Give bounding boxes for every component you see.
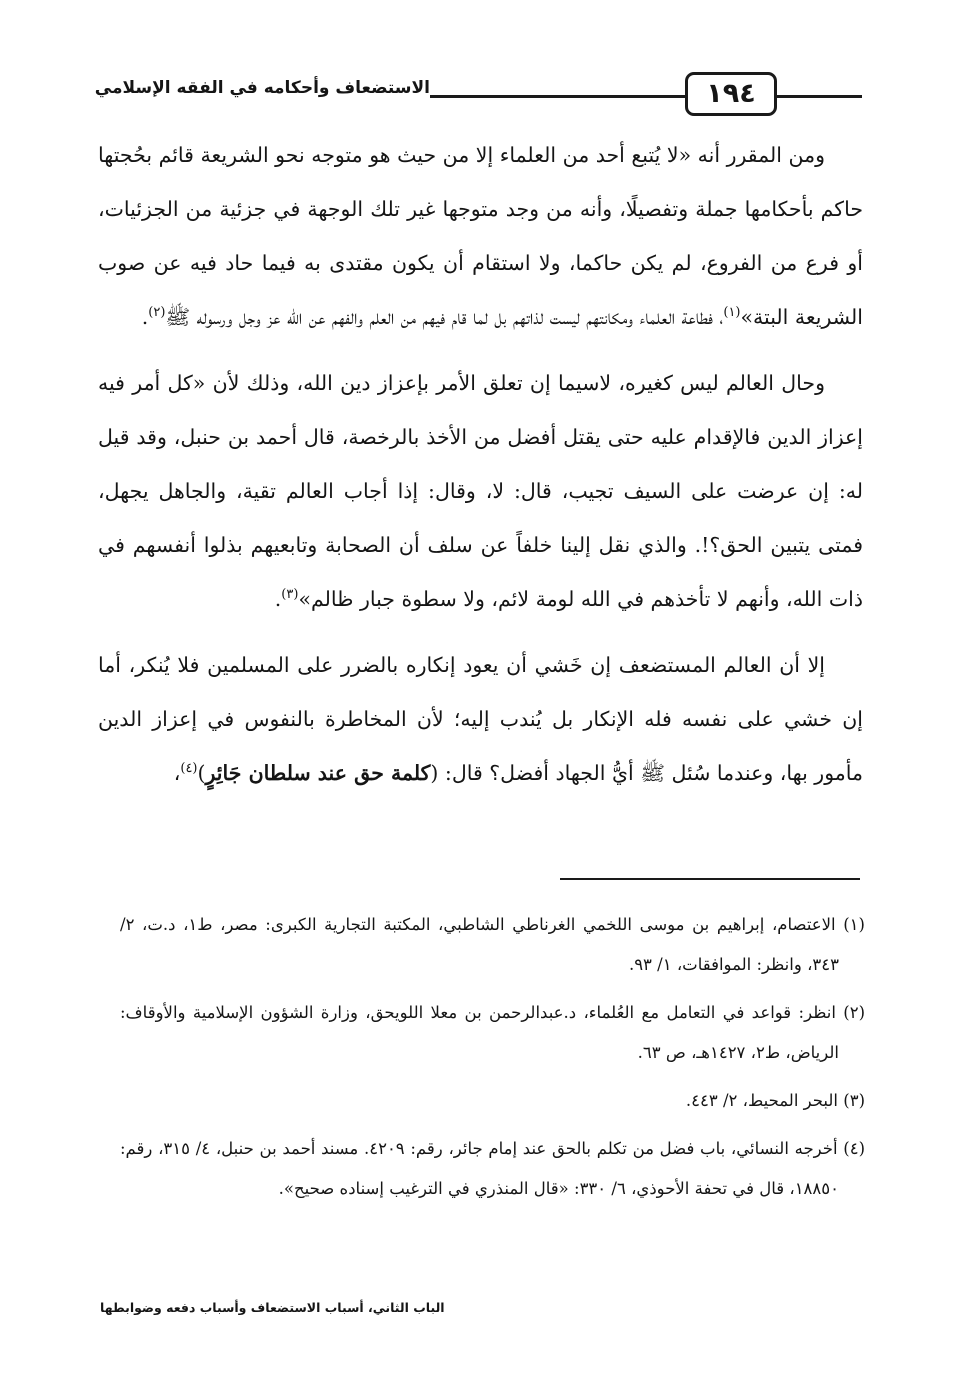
footnote-separator: [560, 878, 860, 880]
header-rule-left: [430, 95, 685, 98]
footnote-ref-1: (١): [723, 305, 741, 321]
main-text: [98, 128, 863, 812]
footnote-ref-3: (٣): [281, 587, 299, 603]
paragraph-1: ومن المقرر أنه «لا يُتبع أحد من العلماء إلا من حيث هو متوجه نحو الشريعة قائم بحُجتها حاكم بأحكامها جملة وتفصيلًا، وأنه من وجد متوجها غير تلك الوجهة في جزئية من الجزئيات، أو فرع من الفروع، لم يكن حاكما، ولا استقام أن يكون مقتدى به فيما حاد فيه عن صوب الشريعة البتة»$^{(١)}$، فطاعة العلماء ومكانتهم ليست لذاتهم بل لما قام فيهم من العلم والفهم عن الله عز وجل ورسوله ﷺ$^{(٢)}$.: [98, 143, 863, 329]
hadith-quote: كلمة حق عند سلطان جَائِرٍ: [205, 761, 431, 785]
footnotes: [120, 905, 865, 1217]
header-rule-right: [774, 95, 862, 98]
footnote-ref-4: (٤): [180, 761, 198, 777]
footnote-ref-2: (٢): [148, 305, 166, 321]
footnote-1: (١) الاعتصام، إبراهيم بن موسى اللخمي الغرناطي الشاطبي، المكتبة التجارية الكبرى: مصر، ط١، د.ت، ٢/ ٣٤٣، وانظر: الموافقات، ١/ ٩٣.: [120, 915, 865, 974]
page-number: ١٩٤: [685, 72, 777, 116]
footnote-4: (٤) أخرجه النسائي، باب فضل من تكلم بالحق عند إمام جائر، رقم: ٤٢٠٩. مسند أحمد بن حنبل، ٤/ ٣١٥، رقم: ١٨٨٥٠، قال في تحفة الأحوذي، ٦/ ٣٣٠: «قال المنذري في الترغيب إسناده صحيح».: [120, 1139, 865, 1198]
footnote-2: (٢) انظر: قواعد في التعامل مع العُلماء، د.عبدالرحمن بن معلا اللويحق، وزارة الشؤون الإسلامية والأوقاف: الرياض، ط٢، ١٤٢٧هـ، ص ٦٣.: [120, 1003, 865, 1062]
running-footer: الباب الثاني، أسباب الاستضعاف وأسباب دفعه وضوابطها: [100, 1300, 445, 1315]
header-title: الاستضعاف وأحكامه في الفقه الإسلامي: [94, 78, 430, 98]
paragraph-2: وحال العالم ليس كغيره، لاسيما إن تعلق الأمر بإعزاز دين الله، وذلك لأن «كل أمر فيه إعزاز الدين فالإقدام عليه حتى يقتل أفضل من الأخذ بالرخصة، قال أحمد بن حنبل، وقد قيل له: إن عرضت على السيف تجيب، قال: لا، وقال: إذا أجاب العالم تقية، والجاهل يجهل، فمتى يتبين الحق؟!. والذي نقل إلينا خلفاً عن سلف أن الصحابة وتابعيهم بذلوا أنفسهم في ذات الله، وأنهم لا تأخذهم في الله لومة لائم، ولا سطوة جبار ظالم»$^{(٣)}$.: [98, 371, 863, 611]
footnote-3: (٣) البحر المحيط، ٢/ ٤٤٣.: [685, 1091, 865, 1110]
paragraph-3: إلا أن العالم المستضعف إن خَشي أن يعود إنكاره بالضرر على المسلمين فلا يُنكر، أما إن خشي على نفسه فله الإنكار بل يُندب إليه؛ لأن المخاطرة بالنفوس في إعزاز الدين مأمور بها، وعندما سُئل ﷺ أيُّ الجهاد أفضل؟ قال: (كلمة حق عند سلطان جَائِرٍ)$^{(٤)}$،: [98, 653, 863, 785]
running-header: [94, 76, 862, 110]
